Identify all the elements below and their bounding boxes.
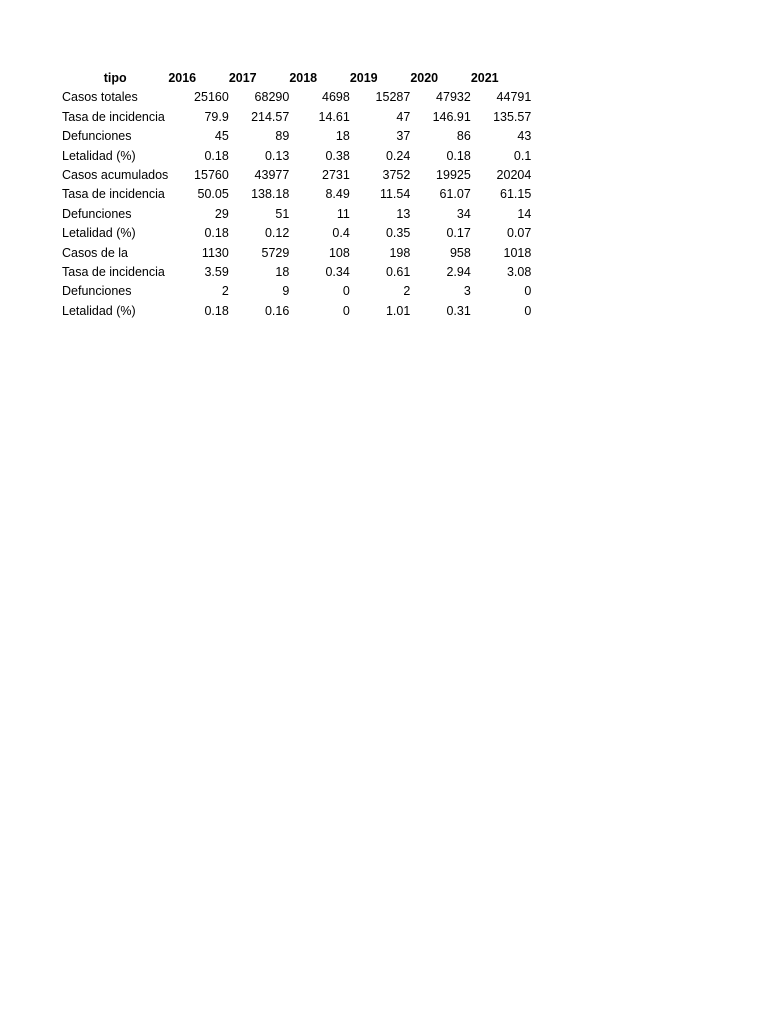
value-cell: 14.61 (318, 109, 350, 124)
value-cell: 0.18 (204, 148, 229, 163)
table-row (62, 263, 531, 282)
value-cell: 0.35 (385, 226, 411, 241)
value-cell: 214.57 (251, 109, 290, 124)
value-cell: 51 (275, 206, 290, 221)
value-cell: 43977 (254, 168, 290, 183)
value-cell: 14 (517, 206, 532, 221)
value-cell: 1.01 (385, 303, 411, 318)
header-cell-tipo: tipo (103, 71, 127, 85)
value-cell: 135.57 (493, 109, 532, 124)
value-cell: 20204 (496, 168, 532, 183)
value-cell: 2731 (322, 168, 350, 183)
row-label-cell: Defunciones (62, 206, 132, 221)
value-cell: 0.07 (506, 226, 532, 241)
table-row (62, 224, 531, 243)
value-cell: 45 (214, 129, 229, 144)
value-cell: 5729 (261, 245, 290, 260)
value-cell: 0 (524, 284, 532, 299)
value-cell: 2.94 (446, 265, 471, 280)
value-cell: 79.9 (204, 109, 229, 124)
value-cell: 0.18 (204, 303, 229, 318)
table-row (62, 282, 531, 301)
value-cell: 0.18 (446, 148, 471, 163)
value-cell: 0 (342, 284, 350, 299)
header-cell-2016: 2016 (168, 71, 197, 85)
value-cell: 47932 (436, 90, 471, 105)
row-label-cell: Casos de la (62, 245, 129, 260)
table-row (62, 88, 531, 107)
value-cell: 198 (389, 245, 411, 260)
table-row (62, 244, 531, 263)
value-cell: 44791 (496, 90, 532, 105)
value-cell: 61.15 (500, 187, 532, 202)
value-cell: 34 (456, 206, 471, 221)
table-row (62, 302, 531, 321)
value-cell: 19925 (436, 168, 471, 183)
header-cell-2018: 2018 (289, 71, 318, 85)
value-cell: 3.59 (204, 265, 229, 280)
data-table (62, 69, 531, 321)
header-cell-2019: 2019 (349, 71, 378, 85)
value-cell: 15287 (375, 90, 411, 105)
value-cell: 37 (396, 129, 411, 144)
row-label-cell: Tasa de incidencia (62, 187, 165, 202)
value-cell: 11 (336, 206, 350, 221)
header-cell-2020: 2020 (410, 71, 439, 85)
header-row (62, 69, 531, 88)
value-cell: 0.24 (385, 148, 411, 163)
value-cell: 9 (282, 284, 290, 299)
row-label-cell: Defunciones (62, 129, 132, 144)
value-cell: 3.08 (506, 265, 532, 280)
value-cell: 0.17 (446, 226, 471, 241)
value-cell: 61.07 (439, 187, 471, 202)
header-cell-2017: 2017 (228, 71, 257, 85)
value-cell: 89 (275, 129, 290, 144)
row-label-cell: Letalidad (%) (62, 148, 136, 163)
table-row (62, 166, 531, 185)
value-cell: 0 (524, 303, 532, 318)
value-cell: 18 (335, 129, 350, 144)
row-label-cell: Defunciones (62, 284, 132, 299)
value-cell: 0.34 (325, 265, 350, 280)
table-row (62, 127, 531, 146)
row-label-cell: Letalidad (%) (62, 303, 136, 318)
row-label-cell: Tasa de incidencia (62, 265, 165, 280)
value-cell: 138.18 (251, 187, 290, 202)
value-cell: 68290 (254, 90, 290, 105)
value-cell: 1018 (503, 245, 532, 260)
value-cell: 2 (403, 284, 411, 299)
row-label-cell: Casos acumulados (62, 168, 169, 183)
value-cell: 13 (396, 206, 411, 221)
value-cell: 0.38 (325, 148, 350, 163)
value-cell: 25160 (194, 90, 229, 105)
row-label-cell: Tasa de incidencia (62, 109, 165, 124)
value-cell: 0.12 (264, 226, 290, 241)
value-cell: 50.05 (197, 187, 229, 202)
table-body (62, 88, 531, 321)
value-cell: 11.54 (379, 187, 411, 202)
table-row (62, 147, 531, 166)
value-cell: 1130 (201, 245, 229, 260)
value-cell: 0.18 (204, 226, 229, 241)
value-cell: 3 (463, 284, 471, 299)
value-cell: 8.49 (325, 187, 350, 202)
value-cell: 0.13 (264, 148, 290, 163)
value-cell: 29 (214, 206, 229, 221)
value-cell: 0.4 (332, 226, 350, 241)
value-cell: 3752 (382, 168, 411, 183)
table-row (62, 108, 531, 127)
value-cell: 0.31 (446, 303, 471, 318)
table-row (62, 185, 531, 204)
value-cell: 86 (456, 129, 471, 144)
value-cell: 146.91 (432, 109, 471, 124)
header-cell-2021: 2021 (470, 71, 499, 85)
row-label-cell: Letalidad (%) (62, 226, 136, 241)
value-cell: 0 (342, 303, 350, 318)
value-cell: 108 (328, 245, 350, 260)
value-cell: 15760 (194, 168, 229, 183)
value-cell: 0.16 (264, 303, 290, 318)
value-cell: 47 (396, 109, 411, 124)
table-row (62, 205, 531, 224)
value-cell: 2 (221, 284, 229, 299)
row-label-cell: Casos totales (62, 90, 138, 105)
value-cell: 43 (517, 129, 532, 144)
value-cell: 0.61 (385, 265, 411, 280)
value-cell: 4698 (322, 90, 350, 105)
value-cell: 958 (449, 245, 471, 260)
value-cell: 0.1 (513, 148, 532, 163)
value-cell: 18 (275, 265, 290, 280)
